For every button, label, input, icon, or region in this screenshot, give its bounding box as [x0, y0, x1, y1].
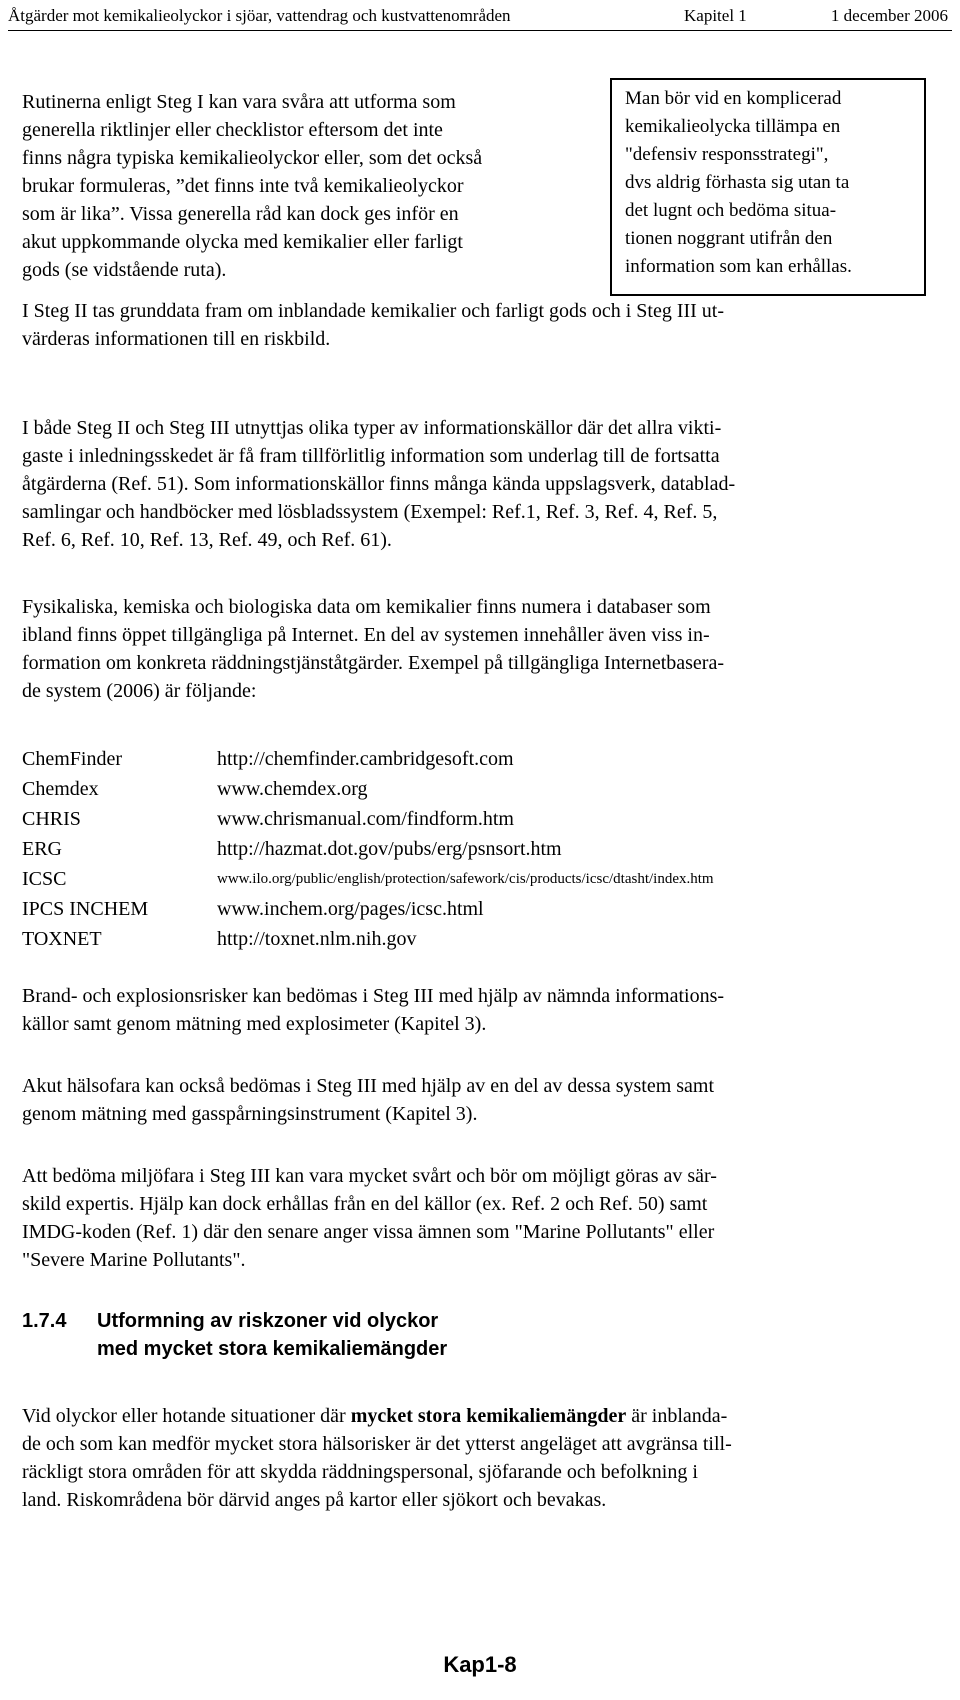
box-line: det lugnt och bedöma situa-: [625, 200, 837, 221]
system-url-link[interactable]: www.inchem.org/pages/icsc.html: [217, 898, 484, 920]
text-line: I både Steg II och Steg III utnyttjas olika typer av informationskällor där det allra vikti-: [22, 417, 722, 439]
intro-paragraph: [22, 88, 587, 284]
document-date: 1 december 2006: [830, 6, 948, 25]
paragraph-databases: [22, 593, 932, 705]
text-line: de och som kan medför mycket stora hälsorisker är det ytterst angeläget att avgränsa till-: [22, 1433, 732, 1455]
system-name-list: [22, 744, 212, 954]
text-line: Att bedöma miljöfara i Steg III kan vara mycket svårt och bör om möjligt göras av sär-: [22, 1165, 717, 1187]
text-line: [22, 1402, 932, 1430]
text-line: akut uppkommande olycka med kemikalier eller farligt: [22, 231, 463, 253]
text-line: Ref. 6, Ref. 10, Ref. 13, Ref. 49, och Ref. 61).: [22, 529, 392, 551]
text-line: värderas informationen till en riskbild.: [22, 328, 331, 350]
paragraph-environmental-hazard: [22, 1162, 932, 1274]
system-url-link[interactable]: www.chemdex.org: [217, 778, 368, 800]
section-number: 1.7.4: [22, 1310, 67, 1332]
system-name: TOXNET: [22, 928, 102, 950]
text-line: genom mätning med gasspårningsinstrument (Kapitel 3).: [22, 1103, 478, 1125]
paragraph-steg-ii: [22, 297, 932, 353]
system-url-link[interactable]: www.ilo.org/public/english/protection/safework/cis/products/icsc/dtasht/index.htm: [217, 871, 714, 887]
box-line: tionen noggrant utifrån den: [625, 228, 833, 249]
text-line: gods (se vidstående ruta).: [22, 259, 227, 281]
system-url-link[interactable]: http://toxnet.nlm.nih.gov: [217, 928, 417, 950]
text-line: formation om konkreta räddningstjänståtgärder. Exempel på tillgängliga Internetbasera-: [22, 652, 724, 674]
box-line: dvs aldrig förhasta sig utan ta: [625, 172, 850, 193]
text-line: "Severe Marine Pollutants".: [22, 1249, 246, 1271]
box-line: kemikalieolycka tillämpa en: [625, 116, 841, 137]
text-line: Rutinerna enligt Steg I kan vara svåra att utforma som: [22, 91, 456, 113]
text-line: IMDG-koden (Ref. 1) där den senare anger vissa ämnen som "Marine Pollutants" eller: [22, 1221, 715, 1243]
box-line: Man bör vid en komplicerad: [625, 88, 842, 109]
text-line: skild expertis. Hjälp kan dock erhållas från en del källor (ex. Ref. 2 och Ref. 50) samt: [22, 1193, 708, 1215]
document-title: Åtgärder mot kemikalieolyckor i sjöar, vattendrag och kustvattenområden: [8, 6, 511, 25]
system-name: ICSC: [22, 868, 67, 890]
system-url-link[interactable]: www.chrismanual.com/findform.htm: [217, 808, 514, 830]
section-title-line: med mycket stora kemikaliemängder: [97, 1338, 448, 1360]
text-line: åtgärderna (Ref. 51). Som informationskällor finns många kända uppslagsverk, datablad-: [22, 473, 736, 495]
section-title-line: Utformning av riskzoner vid olyckor: [97, 1310, 439, 1332]
page-number: Kap1-8: [443, 1652, 517, 1677]
text-segment: är inblanda-: [626, 1405, 728, 1427]
text-line: som är lika”. Vissa generella råd kan dock ges inför en: [22, 203, 459, 225]
text-line: finns några typiska kemikalieolyckor eller, som det också: [22, 147, 483, 169]
bold-emphasis: mycket stora kemikaliemängder: [350, 1405, 627, 1427]
text-line: Akut hälsofara kan också bedömas i Steg III med hjälp av en del av dessa system samt: [22, 1075, 715, 1097]
text-line: räckligt stora områden för att skydda räddningspersonal, sjöfarande och befolkning i: [22, 1461, 698, 1483]
system-url-link[interactable]: http://hazmat.dot.gov/pubs/erg/psnsort.htm: [217, 838, 562, 860]
text-line: I Steg II tas grunddata fram om inblandade kemikalier och farligt gods och i Steg III ut-: [22, 300, 725, 322]
box-line: information som kan erhållas.: [625, 256, 852, 277]
chapter-label: Kapitel 1: [684, 6, 747, 25]
text-line: gaste i inledningsskedet är få fram tillförlitlig information som underlag till de fortsatta: [22, 445, 720, 467]
text-segment: Vid olyckor eller hotande situationer där: [22, 1405, 351, 1427]
text-line: Fysikaliska, kemiska och biologiska data om kemikalier finns numera i databaser som: [22, 596, 711, 618]
text-line: land. Riskområdena bör därvid anges på kartor eller sjökort och bevakas.: [22, 1489, 607, 1511]
system-url-link[interactable]: http://chemfinder.cambridgesoft.com: [217, 748, 514, 770]
paragraph-risk-zones: [22, 1402, 932, 1514]
system-name: Chemdex: [22, 778, 99, 800]
advice-box: [610, 78, 926, 296]
paragraph-health-hazard: [22, 1072, 932, 1128]
system-name: ChemFinder: [22, 748, 122, 770]
system-name: IPCS INCHEM: [22, 898, 149, 920]
text-line: samlingar och handböcker med lösbladssystem (Exempel: Ref.1, Ref. 3, Ref. 4, Ref. 5,: [22, 501, 718, 523]
text-line: generella riktlinjer eller checklistor eftersom det inte: [22, 119, 443, 141]
paragraph-information-sources: [22, 414, 932, 554]
text-line: Brand- och explosionsrisker kan bedömas i Steg III med hjälp av nämnda informations-: [22, 985, 725, 1007]
text-line: de system (2006) är följande:: [22, 680, 257, 702]
system-name: ERG: [22, 838, 62, 860]
paragraph-fire-risk: [22, 982, 932, 1038]
page-header: [8, 4, 952, 31]
text-line: brukar formuleras, ”det finns inte två kemikalieolyckor: [22, 175, 464, 197]
system-name: CHRIS: [22, 808, 81, 830]
text-line: ibland finns öppet tillgängliga på Internet. En del av systemen innehåller även viss in-: [22, 624, 710, 646]
box-line: "defensiv responsstrategi",: [625, 144, 829, 165]
text-line: källor samt genom mätning med explosimeter (Kapitel 3).: [22, 1013, 487, 1035]
system-url-list: [217, 744, 937, 954]
